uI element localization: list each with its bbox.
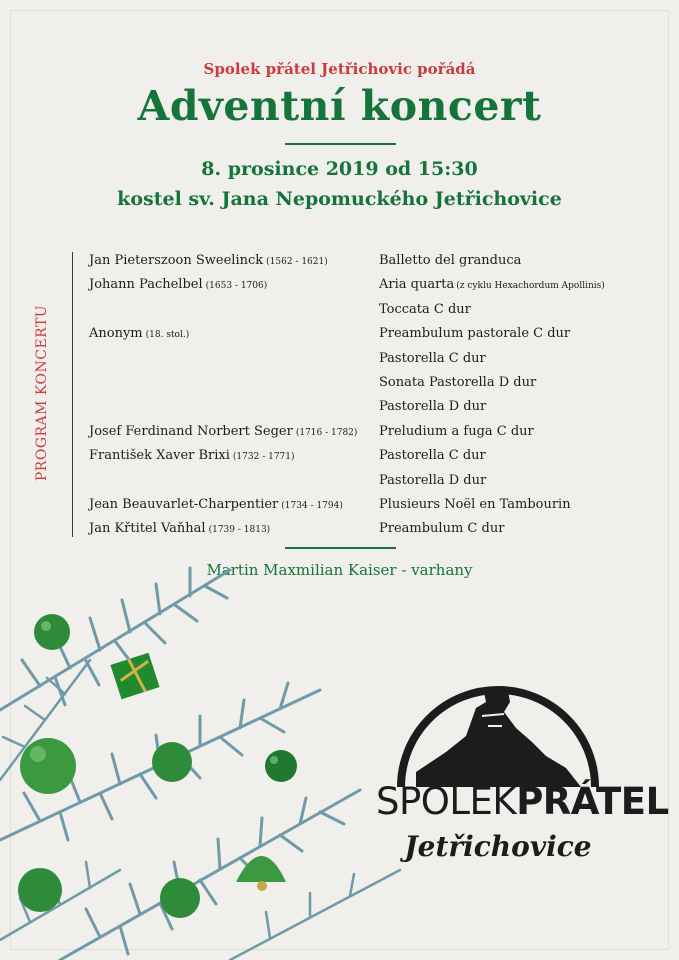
piece-title: Balletto del granduca [379, 253, 522, 268]
piece-title: Toccata C dur [379, 301, 471, 317]
composer-years: (1716 - 1782) [295, 427, 358, 438]
fir-branch-3 [60, 790, 360, 960]
christmas-branch-illustration [0, 540, 420, 960]
piece [379, 348, 488, 371]
composer-years: (1732 - 1771) [232, 452, 295, 463]
composer-years: (18. stol.) [145, 330, 190, 341]
title-divider [285, 143, 396, 145]
program-row [89, 396, 669, 420]
piece-title: Preludium a fuga C dur [379, 423, 534, 439]
piece [379, 372, 538, 395]
piece [379, 421, 536, 444]
piece [379, 323, 572, 346]
logo-word-pratel: PŘÁTEL [516, 780, 669, 823]
composer-years: (1739 - 1813) [208, 525, 271, 536]
program-row [89, 348, 669, 372]
composer-name: Jan Pieterszoon Sweelinck [89, 253, 264, 268]
composer [89, 372, 92, 395]
concert-venue: kostel sv. Jana Nepomuckého Jetřichovice [117, 188, 562, 210]
composer-name: Johann Pachelbel [89, 277, 203, 293]
composer [89, 421, 357, 444]
performer-line: Martin Maxmilian Kaiser - varhany [206, 561, 473, 579]
program-divider-line [72, 252, 73, 537]
program-row [89, 274, 669, 298]
composer-years: (1734 - 1794) [281, 500, 343, 511]
piece [379, 494, 573, 517]
fir-branch-1 [0, 568, 230, 710]
concert-date: 8. prosince 2019 od 15:30 [201, 158, 478, 180]
piece-title: Pastorella C dur [379, 350, 486, 366]
piece-title: Pastorella D dur [379, 472, 487, 488]
program-list [89, 250, 669, 543]
piece-title: Aria quarta [379, 277, 455, 293]
program-row [89, 299, 669, 323]
composer-name: Anonym [89, 326, 143, 342]
piece-title: Sonata Pastorella D dur [379, 374, 537, 390]
gift-box-icon [110, 653, 159, 700]
composer-years: (1653 - 1706) [205, 281, 268, 292]
piece [379, 299, 473, 322]
logo-town: Jetřichovice [404, 830, 592, 863]
piece [379, 470, 488, 493]
piece-title: Preambulum C dur [379, 521, 505, 537]
program-row [89, 323, 669, 347]
composer-name: Jan Křtitel Vaňhal [89, 521, 206, 537]
composer [89, 518, 270, 541]
piece-title: Plusieurs Noël en Tambourin [379, 496, 571, 512]
composer [89, 274, 267, 297]
program-row [89, 250, 669, 274]
piece [379, 250, 523, 273]
program-row [89, 494, 669, 518]
piece [379, 274, 605, 297]
piece [379, 518, 506, 541]
composer [89, 494, 343, 517]
program-row [89, 421, 669, 445]
composer [89, 396, 92, 419]
program-row [89, 445, 669, 469]
composer [89, 445, 295, 468]
organizer-line: Spolek přátel Jetřichovic pořádá [203, 60, 476, 78]
composer-name: Jean Beauvarlet-Charpentier [89, 496, 279, 512]
piece-title: Pastorella D dur [379, 399, 487, 415]
composer-years: (1562 - 1621) [266, 257, 328, 267]
piece-title: Pastorella C dur [379, 448, 486, 464]
composer [89, 299, 92, 322]
composer [89, 470, 92, 493]
logo-word-spolek: SPOLEK [376, 780, 517, 823]
composer [89, 250, 328, 273]
piece-note: (z cyklu Hexachordum Apollinis) [456, 281, 605, 292]
program-side-label: PROGRAM KONCERTU [34, 304, 50, 482]
composer-name: František Xaver Brixi [89, 448, 230, 464]
composer [89, 348, 92, 371]
composer [89, 323, 189, 346]
logo-wordmark [376, 780, 669, 823]
piece-title: Preambulum pastorale C dur [379, 326, 571, 342]
piece [379, 445, 488, 468]
fir-branch-4 [0, 660, 400, 960]
program-row [89, 470, 669, 494]
program-row [89, 372, 669, 396]
piece [379, 396, 488, 419]
composer-name: Josef Ferdinand Norbert Seger [89, 423, 293, 439]
concert-title: Adventní koncert [137, 82, 542, 130]
